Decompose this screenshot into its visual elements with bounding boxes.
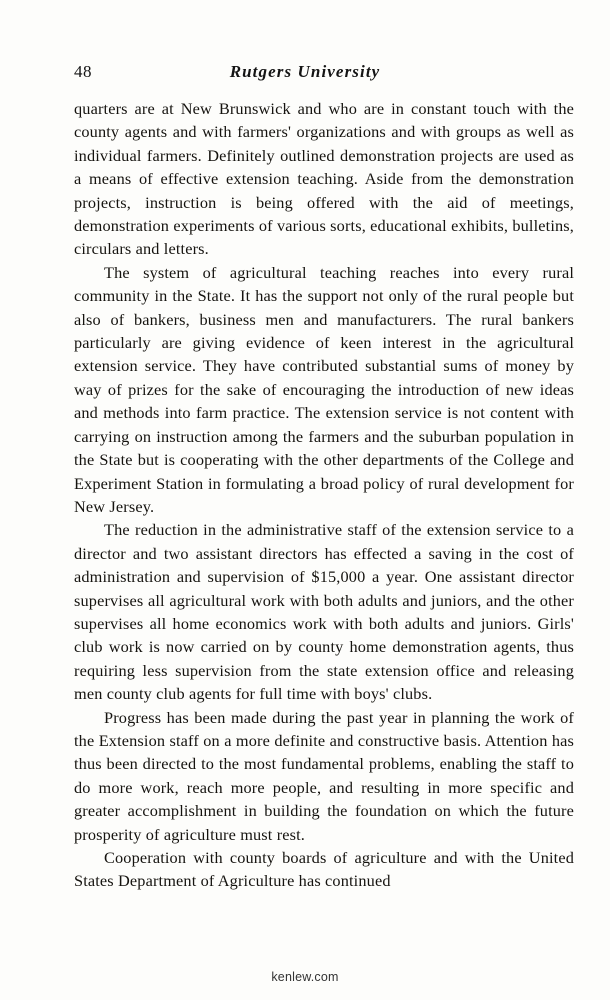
paragraph: The system of agricultural teaching reaches into every rural community in the State. It has the support not only of the rural people but also of bankers, business men and manufacturers. The rural bankers particularly are giving evidence of keen interest in the agricultural extension service. They have contributed substantial sums of money by way of prizes for the sake of encouraging the introduction of new ideas and methods into farm practice. The extension service is not content with carrying on instruction among the farmers and the suburban population in the State but is cooperating with the other departments of the College and Experiment Station in formulating a broad policy of rural development for New Jersey. bbox=[74, 262, 574, 516]
running-head: Rutgers University bbox=[229, 62, 381, 81]
paragraph: The reduction in the administrative staff of the extension service to a director and two assistant directors has effected a saving in the cost of administration and supervision of $15,000 a year. One assistant director supervises all agricultural work with both adults and juniors, and the other supervises all home economics work with both adults and juniors. Girls' club work is now carried on by county home demonstration agents, thus requiring less supervision from the state extension office and releasing men county club agents for full time with boys' clubs. bbox=[74, 520, 574, 704]
watermark: kenlew.com bbox=[271, 970, 339, 984]
page-body bbox=[74, 97, 574, 893]
paragraph: Progress has been made during the past year in planning the work of the Extension staff on a more definite and constructive basis. Attention has thus been directed to the most fundamental problems, enabling the staff to do more work, reach more people, and resulting in more specific and greater accomplishment in building the foundation on which the future prosperity of agriculture must rest. bbox=[74, 707, 574, 844]
paragraph: quarters are at New Brunswick and who are in constant touch with the county agents and with farmers' organizations and with groups as well as individual farmers. Definitely outlined demonstration projects are used as a means of effective extension teaching. Aside from the demonstration projects, instruction is being offered with the aid of meetings, demonstration experiments of various sorts, educational exhibits, bulletins, circulars and letters. bbox=[74, 99, 574, 259]
paragraph: Cooperation with county boards of agriculture and with the United States Department of Agriculture has continued bbox=[74, 848, 574, 891]
page-header bbox=[0, 62, 610, 86]
page-number: 48 bbox=[74, 62, 92, 81]
